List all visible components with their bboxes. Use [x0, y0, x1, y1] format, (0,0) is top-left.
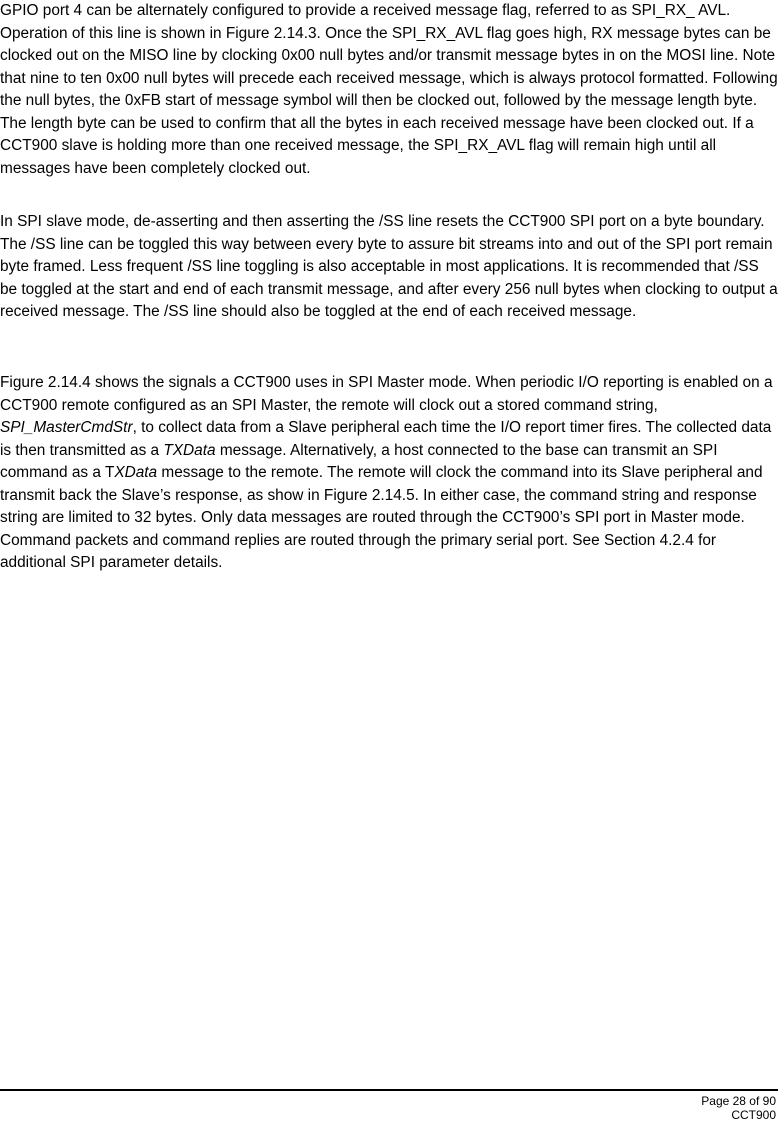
paragraph-spi-master-mode: [0, 372, 778, 575]
paragraph-spi-slave-mode: In SPI slave mode, de-asserting and then asserting the /SS line resets the CCT900 SPI port on a byte boundary. The /SS line can be toggled this way between every byte to assure bit streams into and out of the SPI port remain byte framed. Less frequent /SS line toggling is also acceptable in most applications. It is recommended that /SS be toggled at the start and end of each transmit message, and after every 256 null bytes when clocking to output a received message. The /SS line should also be toggled at the end of each received message.: [0, 213, 778, 320]
page-footer: [701, 1094, 776, 1122]
p3-italic-1: SPI_MasterCmdStr: [0, 419, 133, 436]
paragraph-spi-rx-avl: GPIO port 4 can be alternately configured to provide a received message flag, referred to as SPI_RX_ AVL. Operation of this line is shown in Figure 2.14.3. Once the SPI_RX_AVL flag goes high, RX message bytes can be clocked out on the MISO line by clocking 0x00 null bytes and/or transmit message bytes in on the MOSI line. Note that nine to ten 0x00 null bytes will precede each received message, which is always protocol formatted. Following the null bytes, the 0xFB start of message symbol will then be clocked out, followed by the message length byte. The length byte can be used to confirm that all the bytes in each received message have been clocked out. If a CCT900 slave is holding more than one received message, the SPI_RX_AVL flag will remain high until all messages have been completely clocked out.: [0, 2, 778, 177]
p3-text-1: Figure 2.14.4 shows the signals a CCT900 uses in SPI Master mode. When periodic I/O reporting is enabled on a CCT900 remote configured as an SPI Master, the remote will clock out a stored command string,: [0, 374, 773, 414]
p3-text-3: message. Alternatively, a host connected to the base can transmit an SPI command as a T: [0, 441, 718, 481]
footer-divider: [0, 1089, 778, 1091]
p3-italic-3: XData: [114, 464, 158, 481]
p3-text-4: message to the remote. The remote will clock the command into its Slave peripheral and transmit back the Slave’s response, as show in Figure 2.14.5. In either case, the command string and response string are limited to 32 bytes. Only data messages are routed through the CCT900’s SPI port in Master mode. Command packets and command replies are routed through the primary serial port. See Section 4.2.4 for additional SPI parameter details.: [0, 464, 763, 571]
product-name: CCT900: [731, 1108, 776, 1122]
page-number: Page 28 of 90: [701, 1094, 776, 1108]
p3-text-2: , to collect data from a Slave peripheral each time the I/O report timer fires. The collected data is then transmitted as a: [0, 419, 772, 459]
p3-italic-2: TXData: [163, 441, 216, 459]
